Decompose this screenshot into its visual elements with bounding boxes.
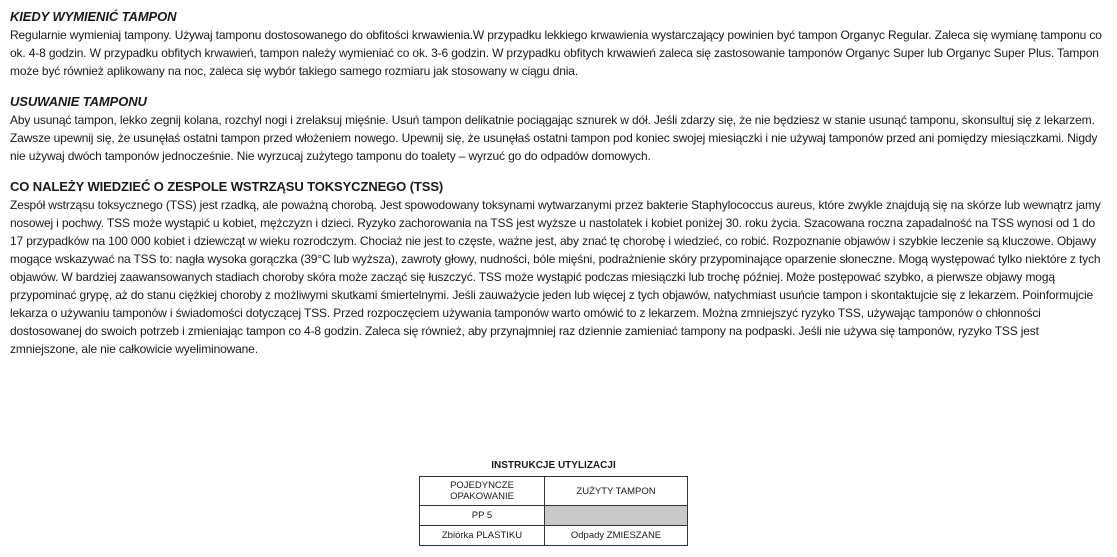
disposal-table [419, 476, 688, 546]
header-cell-used-tampon: ZUŻYTY TAMPON [545, 477, 688, 506]
section-paragraph: Zawsze upewnij się, że usunęłaś ostatni tampon przed włożeniem nowego. Upewnij się, że usunęłaś ostatni tampon pod koniec swojej miesiączki i nie używaj tamponów przed ani pomiędzy miesiączkami. Nigdy nie używaj dwóch tamponów jednocześnie. Nie wyrzucaj zużytego tamponu do toalety – wyrzuć go do odpadów domowych. [10, 131, 1098, 163]
table-row [420, 506, 688, 526]
section-heading: KIEDY WYMIENIĆ TAMPON [10, 9, 177, 24]
empty-grey-cell [545, 506, 688, 526]
packaging-disposal-cell: Zbiórka PLASTIKU [420, 526, 545, 546]
tampon-disposal-cell: Odpady ZMIESZANE [545, 526, 688, 546]
section-heading: CO NALEŻY WIEDZIEĆ O ZESPOLE WSTRZĄSU TOKSYCZNEGO (TSS) [10, 179, 444, 194]
section-paragraph: Regularnie wymieniaj tampony. Używaj tamponu dostosowanego do obfitości krwawienia.W przypadku lekkiego krwawienia wystarczający powinien być tampon Organyc Regular. Zaleca się wymianę tamponu co ok. 4-8 godzin. W przypadku obfitych krwawień, tampon należy wymieniać co ok. 3-6 godzin. W przypadku obfitych krwawień zaleca się zastosowanie tamponów Organyc Super lub Organyc Super Plus. Tampon może być również aplikowany na noc, zaleca się wybór takiego samego rozmiaru jak stosowany w ciągu dnia. [10, 28, 1102, 78]
section-paragraph: Aby usunąć tampon, lekko zegnij kolana, rozchyl nogi i zrelaksuj mięśnie. Usuń tampon delikatnie pociągając sznurek w dół. Jeśli zdarzy się, że nie będziesz w stanie usunąć tamponu, skonsultuj się z lekarzem. [10, 113, 1095, 127]
section-removing-tampon [10, 93, 1110, 165]
section-paragraph: Zespół wstrząsu toksycznego (TSS) jest rzadką, ale poważną chorobą. Jest spowodowany toksynami wytwarzanymi przez bakterie Staphylococcus aureus, które zwykle znajdują się na skórze lub wewnątrz jamy nosowej i pochwy. TSS może wystąpić u kobiet, mężczyzn i dzieci. Ryzyko zachorowania na TSS jest wyższe u nastolatek i kobiet poniżej 30. roku życia. Szacowana roczna zapadalność na TSS wynosi od 1 do 17 przypadków na 100 000 kobiet i dziewcząt w wieku rozrodczym. Chociaż nie jest to częste, ważne jest, aby znać tę chorobę i wiedzieć, co robić. Rozpoznanie objawów i szybkie leczenie są kluczowe. Objawy mogące wskazywać na TSS to: nagła wysoka gorączka (39°C lub wyższa), zawroty głowy, nudności, bóle mięśni, podrażnienie skóry przypominające oparzenie słoneczne. Mogą występować tylko niektóre z tych objawów. W bardziej zaawansowanych stadiach choroby skóra może zacząć się łuszczyć. TSS może wystąpić podczas miesiączki lub trochę później. Może postępować szybko, a pierwsze objawy mogą przypominać grypę, aż do stanu ciężkiej choroby z możliwymi skutkami śmiertelnymi. Jeśli zauważycie jeden lub więcej z tych objawów, natychmiast usuńcie tampon i skontaktujcie się z lekarzem. Poinformujcie lekarza o używaniu tamponów i świadomości dotyczącej TSS. Przed rozpoczęciem używania tamponów warto omówić to z lekarzem. Można zmniejszyć ryzyko TSS, używając tamponów o chłonności dostosowanej do swoich potrzeb i zmieniając tampon co 4-8 godzin. Zaleca się również, aby przynajmniej raz dziennie zamieniać tampony na podpaski. Jeśli nie używa się tamponów, ryzyko TSS jest zmniejszone, ale nie całkowicie wyeliminowane. [10, 198, 1101, 356]
header-cell-packaging: POJEDYNCZE OPAKOWANIE [420, 477, 545, 506]
section-heading: USUWANIE TAMPONU [10, 94, 147, 109]
disposal-instructions [419, 459, 688, 546]
table-row [420, 477, 688, 506]
section-tss-info [10, 178, 1110, 358]
section-when-to-change [10, 8, 1110, 80]
material-code-cell: PP 5 [420, 506, 545, 526]
table-row [420, 526, 688, 546]
disposal-table-title: INSTRUKCJE UTYLIZACJI [491, 460, 616, 471]
leaflet-text [10, 8, 1110, 371]
